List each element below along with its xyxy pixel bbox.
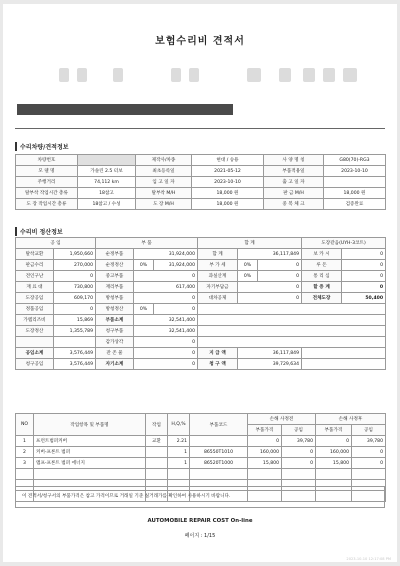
table-cell: 과실산계 bbox=[198, 271, 238, 282]
table-cell: 0 bbox=[342, 249, 386, 260]
table-cell: 판금수리 bbox=[16, 260, 54, 271]
table-cell: 도장같음(UYH-3코트) bbox=[302, 238, 386, 249]
table-row bbox=[16, 359, 386, 370]
table-cell: 0 bbox=[134, 359, 198, 370]
table-cell bbox=[198, 326, 386, 337]
estimate-page bbox=[3, 4, 397, 562]
table-cell: 2021-05-12 bbox=[192, 166, 264, 177]
table-cell: 부품적용일 bbox=[264, 166, 324, 177]
table-cell: 순정정산 bbox=[96, 260, 134, 271]
table-cell: 609,170 bbox=[54, 293, 96, 304]
table-cell: 15,800 bbox=[248, 458, 282, 469]
table-cell: 프런트범퍼커버 bbox=[34, 436, 146, 447]
table-cell: 가솔린 2.5 터보 bbox=[78, 166, 136, 177]
column-header: 작업항목 및 부품명 bbox=[34, 414, 146, 436]
table-cell: 차량번호 bbox=[16, 155, 78, 166]
table-cell: 자기부담금 bbox=[198, 282, 238, 293]
table-cell: 잔 존 물 bbox=[96, 348, 134, 359]
table-row bbox=[16, 293, 386, 304]
table-cell bbox=[34, 469, 146, 480]
table-cell: 0 bbox=[238, 293, 302, 304]
table-cell: 18,000 원 bbox=[192, 188, 264, 199]
table-cell: 86550T1010 bbox=[190, 447, 248, 458]
table-cell: 0 bbox=[282, 447, 316, 458]
table-row bbox=[16, 199, 386, 210]
table-cell: 270,000 bbox=[54, 260, 96, 271]
table-cell: 1 bbox=[168, 447, 190, 458]
table-cell bbox=[190, 469, 248, 480]
table-cell: 모 델 명 bbox=[16, 166, 78, 177]
table-cell: 0 bbox=[316, 436, 352, 447]
table-cell: 39,780 bbox=[282, 436, 316, 447]
table-cell bbox=[302, 359, 386, 370]
table-cell: 청 구 액 bbox=[198, 359, 238, 370]
table-cell: 36,117,849 bbox=[238, 348, 302, 359]
table-row bbox=[16, 282, 386, 293]
table-cell: 사 양 명 칭 bbox=[264, 155, 324, 166]
table-cell: 재리부품 bbox=[96, 282, 134, 293]
table-cell: 36,117,849 bbox=[238, 249, 302, 260]
table-row bbox=[16, 249, 386, 260]
table-cell: 3 bbox=[16, 458, 34, 469]
table-cell: 2 bbox=[16, 447, 34, 458]
table-cell: 15,800 bbox=[316, 458, 352, 469]
table-cell bbox=[190, 436, 248, 447]
table-cell: 0 bbox=[134, 271, 198, 282]
table-cell: 31,924,000 bbox=[154, 260, 198, 271]
table-cell: 15,869 bbox=[54, 315, 96, 326]
table-cell: 도장공임 bbox=[16, 293, 54, 304]
table-cell: 730,800 bbox=[54, 282, 96, 293]
column-header: 부품코드 bbox=[190, 414, 248, 436]
table-row bbox=[16, 348, 386, 359]
table-cell: 도 장 작업시간 총류 bbox=[16, 199, 78, 210]
table-cell bbox=[198, 315, 386, 326]
table-cell: 감가상각 bbox=[96, 337, 134, 348]
table-cell: 도 장 M/H bbox=[136, 199, 192, 210]
redacted-bar bbox=[17, 104, 233, 115]
table-cell: 앰프-프론트 범퍼 에너지 bbox=[34, 458, 146, 469]
table-row bbox=[16, 469, 386, 480]
table-cell bbox=[78, 155, 136, 166]
table-cell: 50,400 bbox=[342, 293, 386, 304]
divider bbox=[15, 128, 385, 129]
column-header: NO bbox=[16, 414, 34, 436]
table-cell: 0 bbox=[238, 282, 302, 293]
table-cell bbox=[352, 469, 386, 480]
table-cell: 지 급 액 bbox=[198, 348, 238, 359]
table-cell: 18,000 원 bbox=[192, 199, 264, 210]
cost-table bbox=[15, 237, 386, 370]
table-cell: 0 bbox=[342, 282, 386, 293]
print-stamp: 2023-10-10 12:17:08 PM bbox=[346, 557, 391, 561]
table-cell: 부 품 bbox=[96, 238, 198, 249]
table-cell bbox=[16, 469, 34, 480]
table-cell: 루 돈 bbox=[302, 260, 342, 271]
table-row bbox=[16, 304, 386, 315]
table-row bbox=[16, 271, 386, 282]
table-cell: 0% bbox=[238, 271, 258, 282]
table-cell: 0 bbox=[134, 348, 198, 359]
table-row bbox=[16, 337, 386, 348]
table-cell: 0 bbox=[352, 447, 386, 458]
table-cell: 출 고 일 자 bbox=[264, 177, 324, 188]
table-cell: 0 bbox=[258, 271, 302, 282]
table-row bbox=[16, 447, 386, 458]
table-cell: 0 bbox=[154, 304, 198, 315]
table-cell: 검증완료 bbox=[324, 199, 386, 210]
table-cell: 탈부착 M/H bbox=[136, 188, 192, 199]
column-header: H,Q,% bbox=[168, 414, 190, 436]
table-cell: 전체도장 bbox=[302, 293, 342, 304]
table-cell: 커버-프론트 범퍼 bbox=[34, 447, 146, 458]
table-cell: G80(70)-RG3 bbox=[324, 155, 386, 166]
table-cell bbox=[198, 304, 386, 315]
page-number: 페이지 : 1/15 bbox=[184, 533, 216, 539]
table-cell: 31,924,000 bbox=[134, 249, 198, 260]
table-cell: 1 bbox=[16, 436, 34, 447]
table-cell: 32,541,400 bbox=[134, 326, 198, 337]
table-cell bbox=[198, 337, 386, 348]
table-cell: 32,541,400 bbox=[134, 315, 198, 326]
table-cell: 주행거리 bbox=[16, 177, 78, 188]
column-header: 작업 bbox=[146, 414, 168, 436]
table-cell: 0 bbox=[248, 436, 282, 447]
table-cell: 160,000 bbox=[248, 447, 282, 458]
table-cell: 160,000 bbox=[316, 447, 352, 458]
table-cell: 부품소계 bbox=[96, 315, 134, 326]
table-cell: 0 bbox=[258, 260, 302, 271]
table-cell bbox=[324, 177, 386, 188]
table-row bbox=[16, 458, 386, 469]
table-cell: 0 bbox=[342, 260, 386, 271]
table-cell: 0 bbox=[282, 458, 316, 469]
column-header: 공임 bbox=[352, 425, 386, 436]
table-cell: 중 복 체 크 bbox=[264, 199, 324, 210]
table-cell: 견인구난 bbox=[16, 271, 54, 282]
table-cell: 0% bbox=[134, 260, 154, 271]
table-row bbox=[16, 155, 386, 166]
table-cell: 0 bbox=[352, 458, 386, 469]
table-cell: 입 고 일 자 bbox=[136, 177, 192, 188]
table-cell: 탈착교환 bbox=[16, 249, 54, 260]
table-cell: 0% bbox=[134, 304, 154, 315]
table-cell: 2023-10-10 bbox=[324, 166, 386, 177]
table-cell: 합 계 bbox=[198, 238, 302, 249]
table-cell: 재 료 대 bbox=[16, 282, 54, 293]
table-cell: 현대 / 승용 bbox=[192, 155, 264, 166]
footer-title: AUTOMOBILE REPAIR COST On-line bbox=[147, 518, 253, 524]
table-cell: 정품공임 bbox=[16, 304, 54, 315]
column-header: 손해 사정전 bbox=[248, 414, 316, 425]
column-header: 공임 bbox=[282, 425, 316, 436]
table-row bbox=[16, 315, 386, 326]
table-cell: 1,355,789 bbox=[54, 326, 96, 337]
table-cell: 0 bbox=[54, 304, 96, 315]
table-cell: 보 카 시 bbox=[302, 249, 342, 260]
table-cell: 방청부품 bbox=[96, 293, 134, 304]
column-header: 부품가격 bbox=[248, 425, 282, 436]
table-row bbox=[16, 326, 386, 337]
table-cell: 가멤리즈비 bbox=[16, 315, 54, 326]
table-cell bbox=[16, 337, 54, 348]
table-cell: 74,112 km bbox=[78, 177, 136, 188]
table-cell: 대차공제 bbox=[198, 293, 238, 304]
section-vehicle-title: 수리차량/견적정보 bbox=[15, 142, 69, 151]
table-cell: 3,576,449 bbox=[54, 359, 96, 370]
table-cell: 판 금 M/H bbox=[264, 188, 324, 199]
table-row bbox=[16, 414, 386, 425]
vehicle-info-table bbox=[15, 154, 386, 210]
table-cell: 청구공임 bbox=[16, 359, 54, 370]
table-cell: 교환 bbox=[146, 436, 168, 447]
document-title: 보험수리비 견적서 bbox=[155, 36, 245, 47]
table-cell: 중고부품 bbox=[96, 271, 134, 282]
table-cell: 0% bbox=[238, 260, 258, 271]
table-row bbox=[16, 166, 386, 177]
table-cell: 0 bbox=[342, 271, 386, 282]
table-cell: 2.21 bbox=[168, 436, 190, 447]
table-cell bbox=[146, 458, 168, 469]
table-cell: 2023-10-10 bbox=[192, 177, 264, 188]
table-cell: 할 증 계 bbox=[302, 282, 342, 293]
table-cell: 18,000 원 bbox=[324, 188, 386, 199]
table-cell bbox=[248, 469, 282, 480]
table-cell bbox=[316, 469, 352, 480]
table-cell: 3,576,449 bbox=[54, 348, 96, 359]
table-cell bbox=[168, 469, 190, 480]
table-cell: 공 임 bbox=[16, 238, 96, 249]
table-cell: 도장정산 bbox=[16, 326, 54, 337]
table-cell: 86520T1000 bbox=[190, 458, 248, 469]
section-cost-title: 수리비 정산정보 bbox=[15, 227, 63, 236]
column-header: 손해 사정후 bbox=[316, 414, 386, 425]
table-cell: 1 bbox=[168, 458, 190, 469]
table-cell: 최초등록일 bbox=[136, 166, 192, 177]
table-cell: 방청정산 bbox=[96, 304, 134, 315]
table-row bbox=[16, 188, 386, 199]
table-cell: 1,950,660 bbox=[54, 249, 96, 260]
table-cell bbox=[302, 348, 386, 359]
table-row bbox=[16, 238, 386, 249]
table-cell: 39,729,634 bbox=[238, 359, 302, 370]
table-row bbox=[16, 436, 386, 447]
table-cell: 자기소계 bbox=[96, 359, 134, 370]
table-cell: 청구부품 bbox=[96, 326, 134, 337]
column-header: 부품가격 bbox=[316, 425, 352, 436]
table-cell: 합 계 bbox=[198, 249, 238, 260]
table-cell: 탈부착 작업시간 총류 bbox=[16, 188, 78, 199]
table-cell: 공임소계 bbox=[16, 348, 54, 359]
table-cell bbox=[282, 469, 316, 480]
table-cell bbox=[146, 447, 168, 458]
table-cell: 18참고 / 수성 bbox=[78, 199, 136, 210]
table-cell: 부 가 세 bbox=[198, 260, 238, 271]
disclaimer-note: 이 견적서/청구서의 부품가격은 참고 가격이므로 거래일 기준 실거래가를 확인하여 사용하시기 바랍니다. bbox=[15, 486, 385, 508]
table-cell: 순정부품 bbox=[96, 249, 134, 260]
table-cell: 39,780 bbox=[352, 436, 386, 447]
table-cell: 0 bbox=[134, 293, 198, 304]
table-row bbox=[16, 177, 386, 188]
table-cell: 0 bbox=[54, 271, 96, 282]
table-cell bbox=[54, 337, 96, 348]
table-row bbox=[16, 260, 386, 271]
table-cell: 18참고 bbox=[78, 188, 136, 199]
table-cell: 제작사/차종 bbox=[136, 155, 192, 166]
table-cell: 0 bbox=[134, 337, 198, 348]
table-cell: 통 리 심 bbox=[302, 271, 342, 282]
table-cell: 617,400 bbox=[134, 282, 198, 293]
table-cell bbox=[146, 469, 168, 480]
